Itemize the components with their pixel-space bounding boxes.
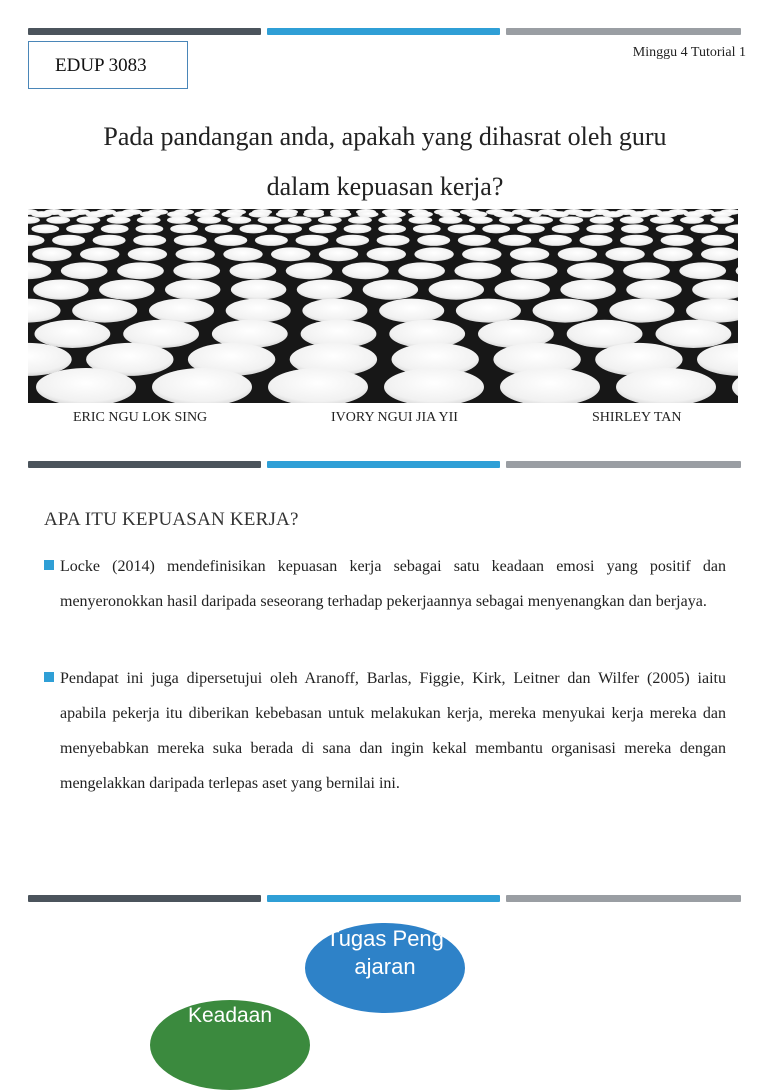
- disc-shape: [33, 280, 88, 300]
- disc-shape: [170, 224, 198, 233]
- disc-shape: [495, 280, 550, 300]
- disc-shape: [656, 224, 684, 233]
- disc-shape: [66, 224, 94, 233]
- divider-segment-blue: [267, 895, 500, 902]
- disc-shape: [458, 235, 491, 246]
- disc-shape: [231, 280, 286, 300]
- disc-shape: [276, 211, 297, 217]
- disc-shape: [469, 216, 493, 223]
- author-2: IVORY NGUI JIA YII: [331, 410, 458, 425]
- disc-shape: [297, 280, 352, 300]
- disc-shape: [560, 280, 615, 300]
- disc-shape: [456, 299, 521, 323]
- slide1-divider: [28, 28, 741, 35]
- disc-shape: [93, 235, 126, 246]
- disc-shape: [336, 235, 369, 246]
- disc-shape: [136, 224, 164, 233]
- disc-shape: [101, 224, 129, 233]
- disc-shape: [680, 216, 704, 223]
- disc-shape: [240, 224, 268, 233]
- author-3: SHIRLEY TAN: [592, 410, 682, 425]
- disc-shape: [288, 216, 312, 223]
- bullet-square-icon: [44, 672, 54, 682]
- author-1: ERIC NGU LOK SING: [73, 410, 208, 425]
- disc-shape: [31, 224, 59, 233]
- disc-shape: [448, 224, 476, 233]
- disc-shape: [539, 235, 572, 246]
- disc-shape: [255, 235, 288, 246]
- disc-shape: [602, 211, 623, 217]
- disc-shape: [409, 216, 433, 223]
- disc-shape: [342, 262, 389, 279]
- disc-shape: [378, 224, 406, 233]
- disc-shape: [296, 235, 329, 246]
- node-label: Keadaan: [187, 1004, 273, 1027]
- disc-shape: [302, 299, 367, 323]
- disc-shape: [230, 262, 277, 279]
- disc-shape: [510, 247, 549, 261]
- disc-shape: [35, 320, 111, 348]
- disc-shape: [99, 280, 154, 300]
- disc-shape: [590, 216, 614, 223]
- disc-shape: [214, 235, 247, 246]
- disc-shape: [303, 211, 324, 217]
- disc-shape: [466, 211, 487, 217]
- disc-shape: [605, 247, 644, 261]
- question-line-2: dalam kepuasan kerja?: [266, 172, 504, 201]
- disc-shape: [413, 224, 441, 233]
- divider-segment-gray: [506, 461, 741, 468]
- disc-shape: [575, 211, 596, 217]
- disc-shape: [620, 216, 644, 223]
- title-photo: [28, 209, 738, 403]
- disc-shape: [548, 211, 569, 217]
- disc-shape: [72, 299, 137, 323]
- question-line-1: Pada pandangan anda, apakah yang dihasrat oleh guru: [103, 122, 667, 151]
- disc-shape: [46, 216, 70, 223]
- disc-shape: [107, 216, 131, 223]
- divider-segment-gray: [506, 895, 741, 902]
- disc-shape: [174, 235, 207, 246]
- disc-shape: [52, 235, 85, 246]
- disc-shape: [137, 216, 161, 223]
- disc-shape: [621, 224, 649, 233]
- disc-shape: [348, 216, 372, 223]
- disc-shape: [559, 216, 583, 223]
- disc-shape: [77, 216, 101, 223]
- disc-shape: [80, 247, 119, 261]
- disc-shape: [133, 235, 166, 246]
- disc-shape: [690, 224, 718, 233]
- node-tugas-pengajaran: [305, 923, 465, 1013]
- disc-shape: [650, 216, 674, 223]
- disc-shape: [586, 224, 614, 233]
- week-label: Minggu 4 Tutorial 1: [632, 45, 746, 60]
- disc-shape: [679, 262, 726, 279]
- disc-shape: [620, 235, 653, 246]
- disc-shape: [379, 299, 444, 323]
- disc-shape: [517, 224, 545, 233]
- white-discs-image: [28, 209, 738, 403]
- disc-shape: [344, 224, 372, 233]
- disc-shape: [58, 211, 79, 217]
- disc-shape: [482, 224, 510, 233]
- disc-shape: [462, 247, 501, 261]
- disc-shape: [626, 280, 681, 300]
- slide3-divider: [28, 895, 741, 902]
- divider-segment-blue: [267, 28, 500, 35]
- divider-segment-dark: [28, 28, 261, 35]
- course-code: EDUP 3083: [28, 41, 188, 89]
- disc-shape: [117, 262, 164, 279]
- disc-shape: [378, 216, 402, 223]
- disc-shape: [31, 211, 52, 217]
- disc-shape: [197, 216, 221, 223]
- disc-shape: [165, 280, 220, 300]
- disc-shape: [661, 235, 694, 246]
- disc-shape: [309, 224, 337, 233]
- disc-shape: [319, 247, 358, 261]
- node-label: Tugas Pengajaran: [326, 926, 444, 979]
- bullet-text-1: Locke (2014) mendefinisikan kepuasan kerja sebagai satu keadaan emosi yang positif dan menyeronokkan hasil daripada seseorang terhadap pekerjaannya sebagai menyenangkan dan berjaya.: [60, 558, 726, 610]
- disc-shape: [61, 262, 108, 279]
- disc-shape: [710, 216, 734, 223]
- disc-shape: [286, 262, 333, 279]
- disc-shape: [363, 280, 418, 300]
- slide2-divider: [28, 461, 741, 468]
- disc-shape: [499, 216, 523, 223]
- disc-shape: [623, 262, 670, 279]
- slide1-question: [40, 112, 730, 212]
- bullet-square-icon: [44, 560, 54, 570]
- disc-shape: [580, 235, 613, 246]
- disc-shape: [511, 262, 558, 279]
- disc-shape: [701, 235, 734, 246]
- disc-shape: [529, 216, 553, 223]
- disc-shape: [223, 247, 262, 261]
- disc-shape: [533, 299, 598, 323]
- disc-shape: [656, 320, 732, 348]
- slide2-title: APA ITU KEPUASAN KERJA?: [44, 509, 299, 530]
- disc-shape: [609, 299, 674, 323]
- disc-shape: [498, 235, 531, 246]
- bullet-text-2: Pendapat ini juga dipersetujui oleh Aranoff, Barlas, Figgie, Kirk, Leitner dan Wilfer (2005) iaitu apabila pekerja itu diberikan kebebasan untuk melakukan kerja, mereka menyukai kerja mereka dan menyebabkan mereka suka berada di sana dan ingin kekal membantu organisasi mereka dengan mengelakkan daripada terlepas aset yang bernilai ini.: [60, 670, 726, 792]
- disc-shape: [226, 299, 291, 323]
- disc-shape: [176, 247, 215, 261]
- disc-shape: [330, 211, 351, 217]
- disc-shape: [454, 262, 501, 279]
- divider-segment-blue: [267, 461, 500, 468]
- disc-shape: [414, 247, 453, 261]
- disc-shape: [205, 224, 233, 233]
- disc-shape: [367, 247, 406, 261]
- disc-shape: [167, 216, 191, 223]
- divider-segment-dark: [28, 895, 261, 902]
- disc-shape: [227, 216, 251, 223]
- disc-shape: [271, 247, 310, 261]
- disc-shape: [274, 224, 302, 233]
- disc-shape: [173, 262, 220, 279]
- disc-shape: [552, 224, 580, 233]
- disc-shape: [318, 216, 342, 223]
- disc-shape: [567, 262, 614, 279]
- disc-shape: [128, 247, 167, 261]
- disc-shape: [149, 299, 214, 323]
- disc-shape: [558, 247, 597, 261]
- divider-segment-dark: [28, 461, 261, 468]
- disc-shape: [258, 216, 282, 223]
- divider-segment-gray: [506, 28, 741, 35]
- disc-shape: [653, 247, 692, 261]
- disc-shape: [398, 262, 445, 279]
- disc-shape: [439, 216, 463, 223]
- disc-shape: [377, 235, 410, 246]
- node-keadaan: [150, 1000, 310, 1090]
- disc-shape: [429, 280, 484, 300]
- disc-shape: [32, 247, 71, 261]
- disc-shape: [417, 235, 450, 246]
